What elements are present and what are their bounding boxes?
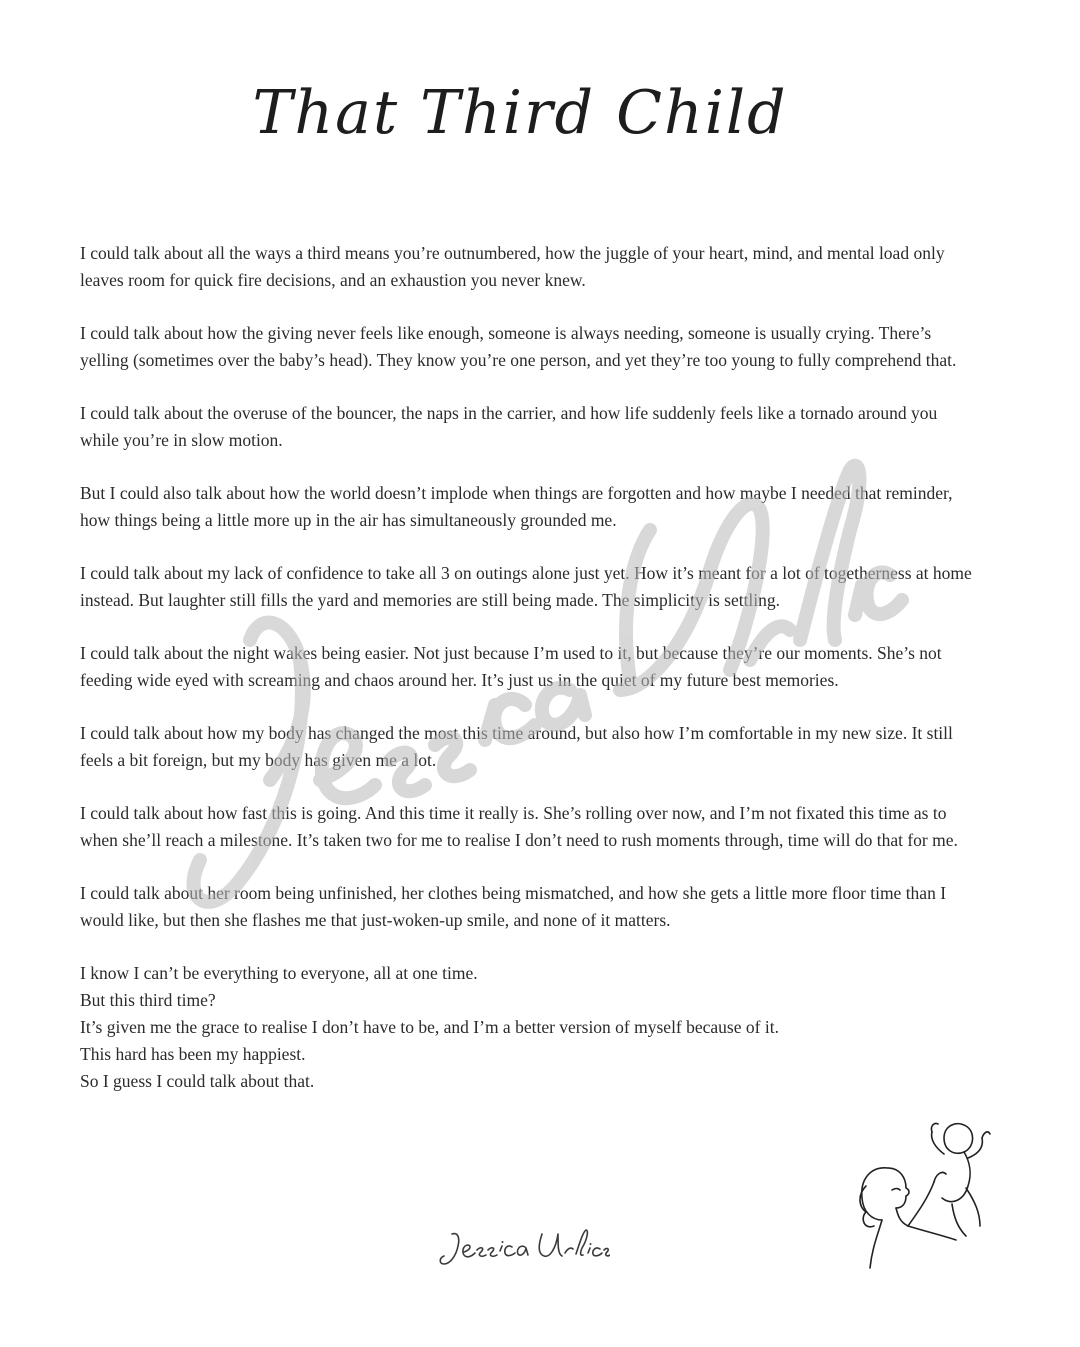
poem-paragraph-4: But I could also talk about how the world doesn’t implode when things are forgotten and how maybe I needed that reminder, how things being a little more up in the air has simultaneously grounded me. — [80, 483, 953, 530]
poem-body — [80, 240, 980, 1095]
closing-line-4: This hard has been my happiest. — [80, 1044, 306, 1064]
poem-closing-stanza — [80, 960, 980, 1095]
poem-paragraph-5: I could talk about my lack of confidence to take all 3 on outings alone just yet. How it’s meant for a lot of togetherness at home instead. But laughter still fills the yard and memories are still being made. The simplicity is settling. — [80, 563, 972, 610]
closing-line-5: So I guess I could talk about that. — [80, 1071, 315, 1091]
poem-paragraph-9: I could talk about her room being unfinished, her clothes being mismatched, and how she gets a little more floor time than I would like, but then she flashes me that just-woken-up smile, and none of it matters. — [80, 883, 947, 930]
closing-line-3: It’s given me the grace to realise I don’t have to be, and I’m a better version of myself because of it. — [80, 1017, 779, 1037]
author-signature — [430, 1220, 610, 1276]
mother-lifting-baby-icon — [848, 1108, 998, 1278]
poem-paragraph-2: I could talk about how the giving never feels like enough, someone is always needing, someone is usually crying. There’s yelling (sometimes over the baby’s head). They know you’re one person, and yet they’re too young to fully comprehend that. — [80, 323, 957, 370]
poem-paragraph-1: I could talk about all the ways a third means you’re outnumbered, how the juggle of your heart, mind, and mental load only leaves room for quick fire decisions, and an exhaustion you never knew. — [80, 243, 945, 290]
closing-line-1: I know I can’t be everything to everyone, all at one time. — [80, 963, 478, 983]
poem-paragraph-3: I could talk about the overuse of the bouncer, the naps in the carrier, and how life suddenly feels like a tornado around you while you’re in slow motion. — [80, 403, 938, 450]
poem-paragraph-8: I could talk about how fast this is going. And this time it really is. She’s rolling over now, and I’m not fixated this time as to when she’ll reach a milestone. It’s taken two for me to realise I don’t need to rush moments through, time will do that for me. — [80, 803, 958, 850]
poem-title: That Third Child — [252, 78, 788, 148]
poem-paragraph-6: I could talk about the night wakes being easier. Not just because I’m used to it, but because they’re our moments. She’s not feeding wide eyed with screaming and chaos around her. It’s just us in the quiet of my future best memories. — [80, 643, 942, 690]
poem-paragraph-7: I could talk about how my body has changed the most this time around, but also how I’m comfortable in my new size. It still feels a bit foreign, but my body has given me a lot. — [80, 723, 953, 770]
closing-line-2: But this third time? — [80, 990, 216, 1010]
